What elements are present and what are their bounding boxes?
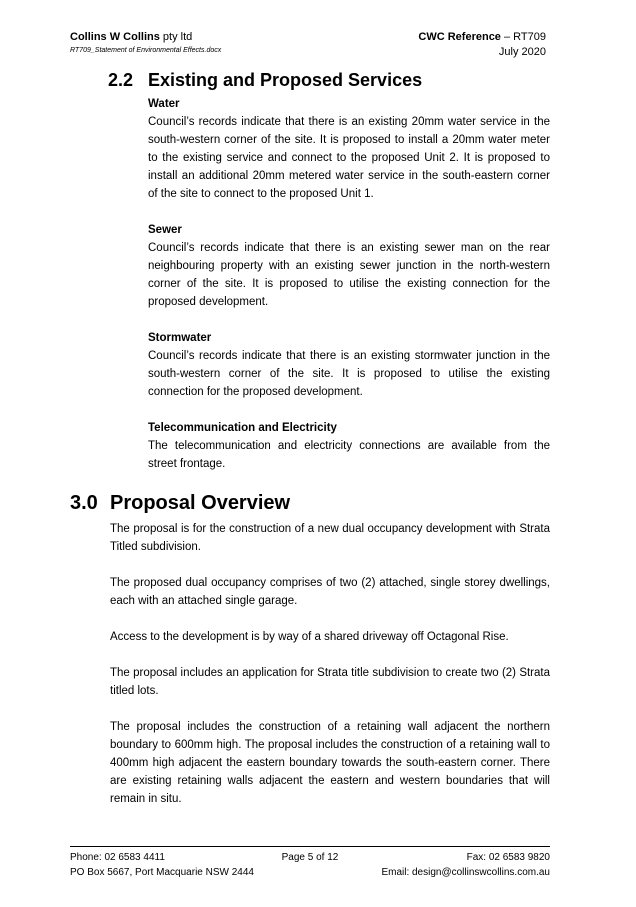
paragraph: The proposal is for the construction of a new dual occupancy development with Strata Titled subdivision. bbox=[110, 523, 550, 553]
paragraph: The proposal includes the construction of a retaining wall adjacent the northern boundary to 600mm high. The proposal includes the construction of a retaining wall to 400mm high adjacent the eastern boundary towards the south-eastern corner. There are existing retaining walls adjacent the eastern and western boundaries that will remain in situ. bbox=[110, 721, 550, 805]
file-name: RT709_Statement of Environmental Effects.docx bbox=[70, 47, 222, 54]
section-title: Existing and Proposed Services bbox=[148, 70, 423, 90]
footer-email: Email: design@collinswcollins.com.au bbox=[381, 867, 550, 878]
footer-address: PO Box 5667, Port Macquarie NSW 2444 bbox=[70, 867, 254, 878]
section-title: Proposal Overview bbox=[110, 492, 291, 514]
document-date: July 2020 bbox=[498, 46, 546, 58]
subsection-sewer bbox=[148, 221, 550, 311]
subsection-stormwater bbox=[148, 329, 550, 401]
company-name bbox=[70, 30, 221, 45]
subsection-text: The telecommunication and electricity connections are available from the street frontage. bbox=[148, 440, 550, 470]
section-3-0-body bbox=[110, 520, 550, 826]
reference bbox=[418, 30, 546, 45]
section-number: 3.0 bbox=[70, 492, 98, 514]
company-name-bold: Collins W Collins bbox=[70, 31, 160, 43]
section-2-2-heading bbox=[108, 70, 422, 91]
subsection-heading: Sewer bbox=[148, 224, 182, 236]
subsection-heading: Water bbox=[148, 98, 180, 110]
subsection-heading: Telecommunication and Electricity bbox=[148, 422, 337, 434]
subsection-water bbox=[148, 95, 550, 203]
paragraph: The proposal includes an application for Strata title subdivision to create two (2) Strata titled lots. bbox=[110, 667, 550, 697]
paragraph: Access to the development is by way of a shared driveway off Octagonal Rise. bbox=[110, 631, 509, 643]
reference-label: CWC Reference bbox=[418, 31, 501, 43]
footer-fax: Fax: 02 6583 9820 bbox=[466, 852, 550, 863]
footer-phone: Phone: 02 6583 4411 bbox=[70, 852, 165, 863]
reference-value: – RT709 bbox=[500, 31, 546, 43]
section-3-0-heading bbox=[70, 492, 290, 515]
footer-divider bbox=[70, 846, 550, 847]
paragraph: The proposed dual occupancy comprises of two (2) attached, single storey dwellings, each with an attached single garage. bbox=[110, 577, 550, 607]
subsection-text: Council’s records indicate that there is an existing sewer man on the rear neighbouring property with an existing sewer junction in the north-western corner of the site. It is proposed to utilise the existing connection for the proposed development. bbox=[148, 242, 550, 308]
page-header-left bbox=[70, 30, 221, 57]
subsection-text: Council’s records indicate that there is an existing 20mm water service in the south-western corner of the site. It is proposed to install a 20mm water meter to the existing service and connect to the proposed Unit 2. It is proposed to install an additional 20mm metered water service in the south-eastern corner of the site to connect to the proposed Unit 1. bbox=[148, 116, 550, 200]
page-footer bbox=[70, 850, 550, 880]
section-number: 2.2 bbox=[108, 70, 134, 90]
page-number: Page 5 of 12 bbox=[281, 852, 339, 863]
page-header-right bbox=[418, 30, 546, 60]
subsection-text: Council’s records indicate that there is an existing stormwater junction in the south-western corner of the site. It is proposed to utilise the existing connection for the proposed development. bbox=[148, 350, 550, 398]
section-2-2-body bbox=[148, 95, 550, 491]
company-name-suffix: pty ltd bbox=[159, 31, 193, 43]
subsection-heading: Stormwater bbox=[148, 332, 212, 344]
subsection-telecom-electricity bbox=[148, 419, 550, 473]
